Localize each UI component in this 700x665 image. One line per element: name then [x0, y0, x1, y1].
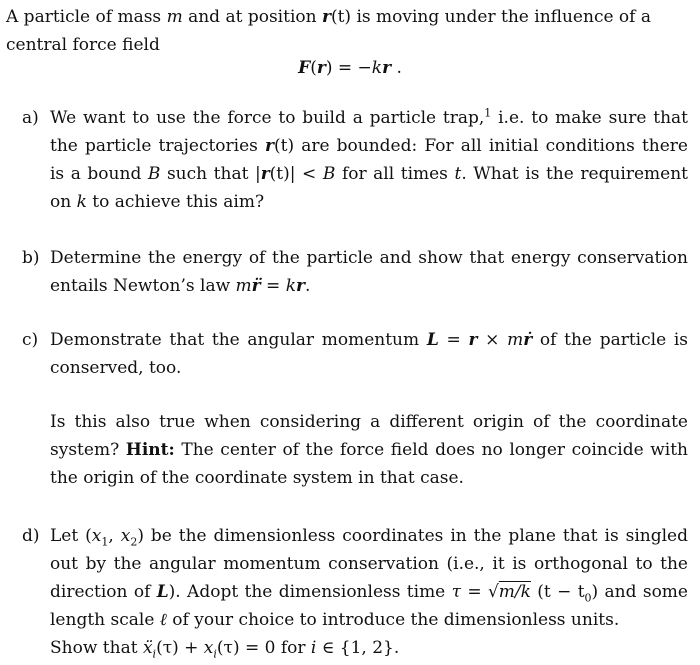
eq-text: . [391, 58, 402, 78]
item-text: Let ( [50, 526, 92, 546]
symbol-x-ddot: ẍ [142, 638, 153, 658]
item-text: ) be the dimensionless coordinates in the plane that is singled out by the angular momentum conservation (i.e., it is orthogonal to the direction of [50, 526, 689, 602]
item-text: = [260, 276, 286, 296]
hint-label: Hint: [125, 440, 175, 460]
symbol-B: B [147, 164, 161, 184]
item-text: (τ) + [156, 638, 204, 658]
subscript: i [213, 647, 217, 661]
symbol-r: r [260, 164, 270, 184]
item-b [22, 244, 688, 300]
item-text: to achieve this aim? [86, 192, 265, 212]
intro-text: (t) [330, 7, 352, 27]
symbol-m: m [166, 7, 183, 27]
item-text: such that | [160, 164, 261, 184]
symbol-ell: ℓ [159, 610, 167, 630]
symbol-m: m [507, 330, 524, 350]
item-text: for all times [335, 164, 455, 184]
symbol-x: x [91, 526, 102, 546]
subscript: 0 [584, 591, 592, 605]
symbol-x: x [120, 526, 131, 546]
symbol-r: r [265, 136, 274, 156]
item-text: Determine the energy of the particle and show that energy conservation entails Newton’s law [50, 248, 688, 296]
item-text: = [438, 330, 469, 350]
symbol-L: L [156, 582, 169, 602]
eq-text: ( [310, 58, 317, 78]
item-text: ∈ {1, 2}. [316, 638, 400, 658]
symbol-k: k [285, 276, 297, 296]
subscript: 1 [101, 535, 109, 549]
symbol-tau: τ [451, 582, 462, 602]
item-text: = √ [461, 582, 499, 602]
symbol-x: x [203, 638, 214, 658]
intro-text: is moving under the influence of a central force field [6, 7, 651, 55]
symbol-r-dot: ṙ [523, 330, 533, 350]
item-text: . What is the requirement on [50, 164, 688, 212]
intro-text: A particle of mass [6, 7, 167, 27]
symbol-i: i [310, 638, 317, 658]
item-text: (t)| < [269, 164, 323, 184]
symbol-m: m [235, 276, 252, 296]
force-equation [0, 54, 700, 82]
symbol-r: r [316, 58, 326, 78]
symbol-r: r [382, 58, 392, 78]
item-text: of the particle is conserved, too. [50, 330, 688, 378]
item-text: Demonstrate that the angular momentum [50, 330, 427, 350]
symbol-F: F [298, 58, 311, 78]
item-c [22, 326, 688, 382]
symbol-k: k [76, 192, 87, 212]
symbol-k: k [371, 58, 383, 78]
symbol-r-ddot: r̈ [251, 276, 261, 296]
item-body [50, 326, 688, 382]
symbol-m-over-k: m/k [498, 582, 531, 602]
item-label: b) [22, 248, 40, 268]
intro-text: and at position [182, 7, 322, 27]
footnote-mark: 1 [484, 106, 492, 120]
item-a [22, 104, 688, 216]
item-text: Is this also true when considering a different origin of the coordinate system? [50, 412, 688, 460]
item-text: (t) are bounded: For all initial conditions there is a bound [50, 136, 688, 184]
item-text: ). Adopt the dimensionless time [168, 582, 452, 602]
item-text: i.e. to make sure that the particle trajectories [50, 108, 688, 156]
item-text: We want to use the force to build a particle trap, [50, 108, 485, 128]
item-body [50, 244, 688, 300]
item-c-followup [22, 408, 688, 492]
item-d [22, 522, 688, 662]
problem-intro [6, 3, 686, 59]
item-text: . [304, 276, 311, 296]
eq-text: ) = − [325, 58, 372, 78]
item-text: ) and some length scale [50, 582, 688, 630]
item-text: (t − t [530, 582, 585, 602]
symbol-L: L [426, 330, 439, 350]
item-text: of your choice to introduce the dimensionless units. [166, 610, 620, 630]
subscript: 2 [130, 535, 138, 549]
item-label: c) [22, 330, 39, 350]
item-body [50, 522, 688, 662]
symbol-r: r [321, 7, 331, 27]
item-text: × [477, 330, 508, 350]
symbol-r: r [296, 276, 305, 296]
item-text: Show that [50, 638, 143, 658]
item-body [50, 408, 688, 492]
item-label: d) [22, 526, 40, 546]
subscript: i [152, 647, 157, 661]
hint-text: The center of the force field does no longer coincide with the origin of the coordinate system in that case. [50, 440, 689, 488]
symbol-B: B [322, 164, 336, 184]
item-text: , [108, 526, 121, 546]
symbol-t: t [454, 164, 462, 184]
item-label: a) [22, 108, 39, 128]
item-body [50, 104, 688, 216]
symbol-r: r [468, 330, 478, 350]
item-text: (τ) = 0 for [216, 638, 311, 658]
